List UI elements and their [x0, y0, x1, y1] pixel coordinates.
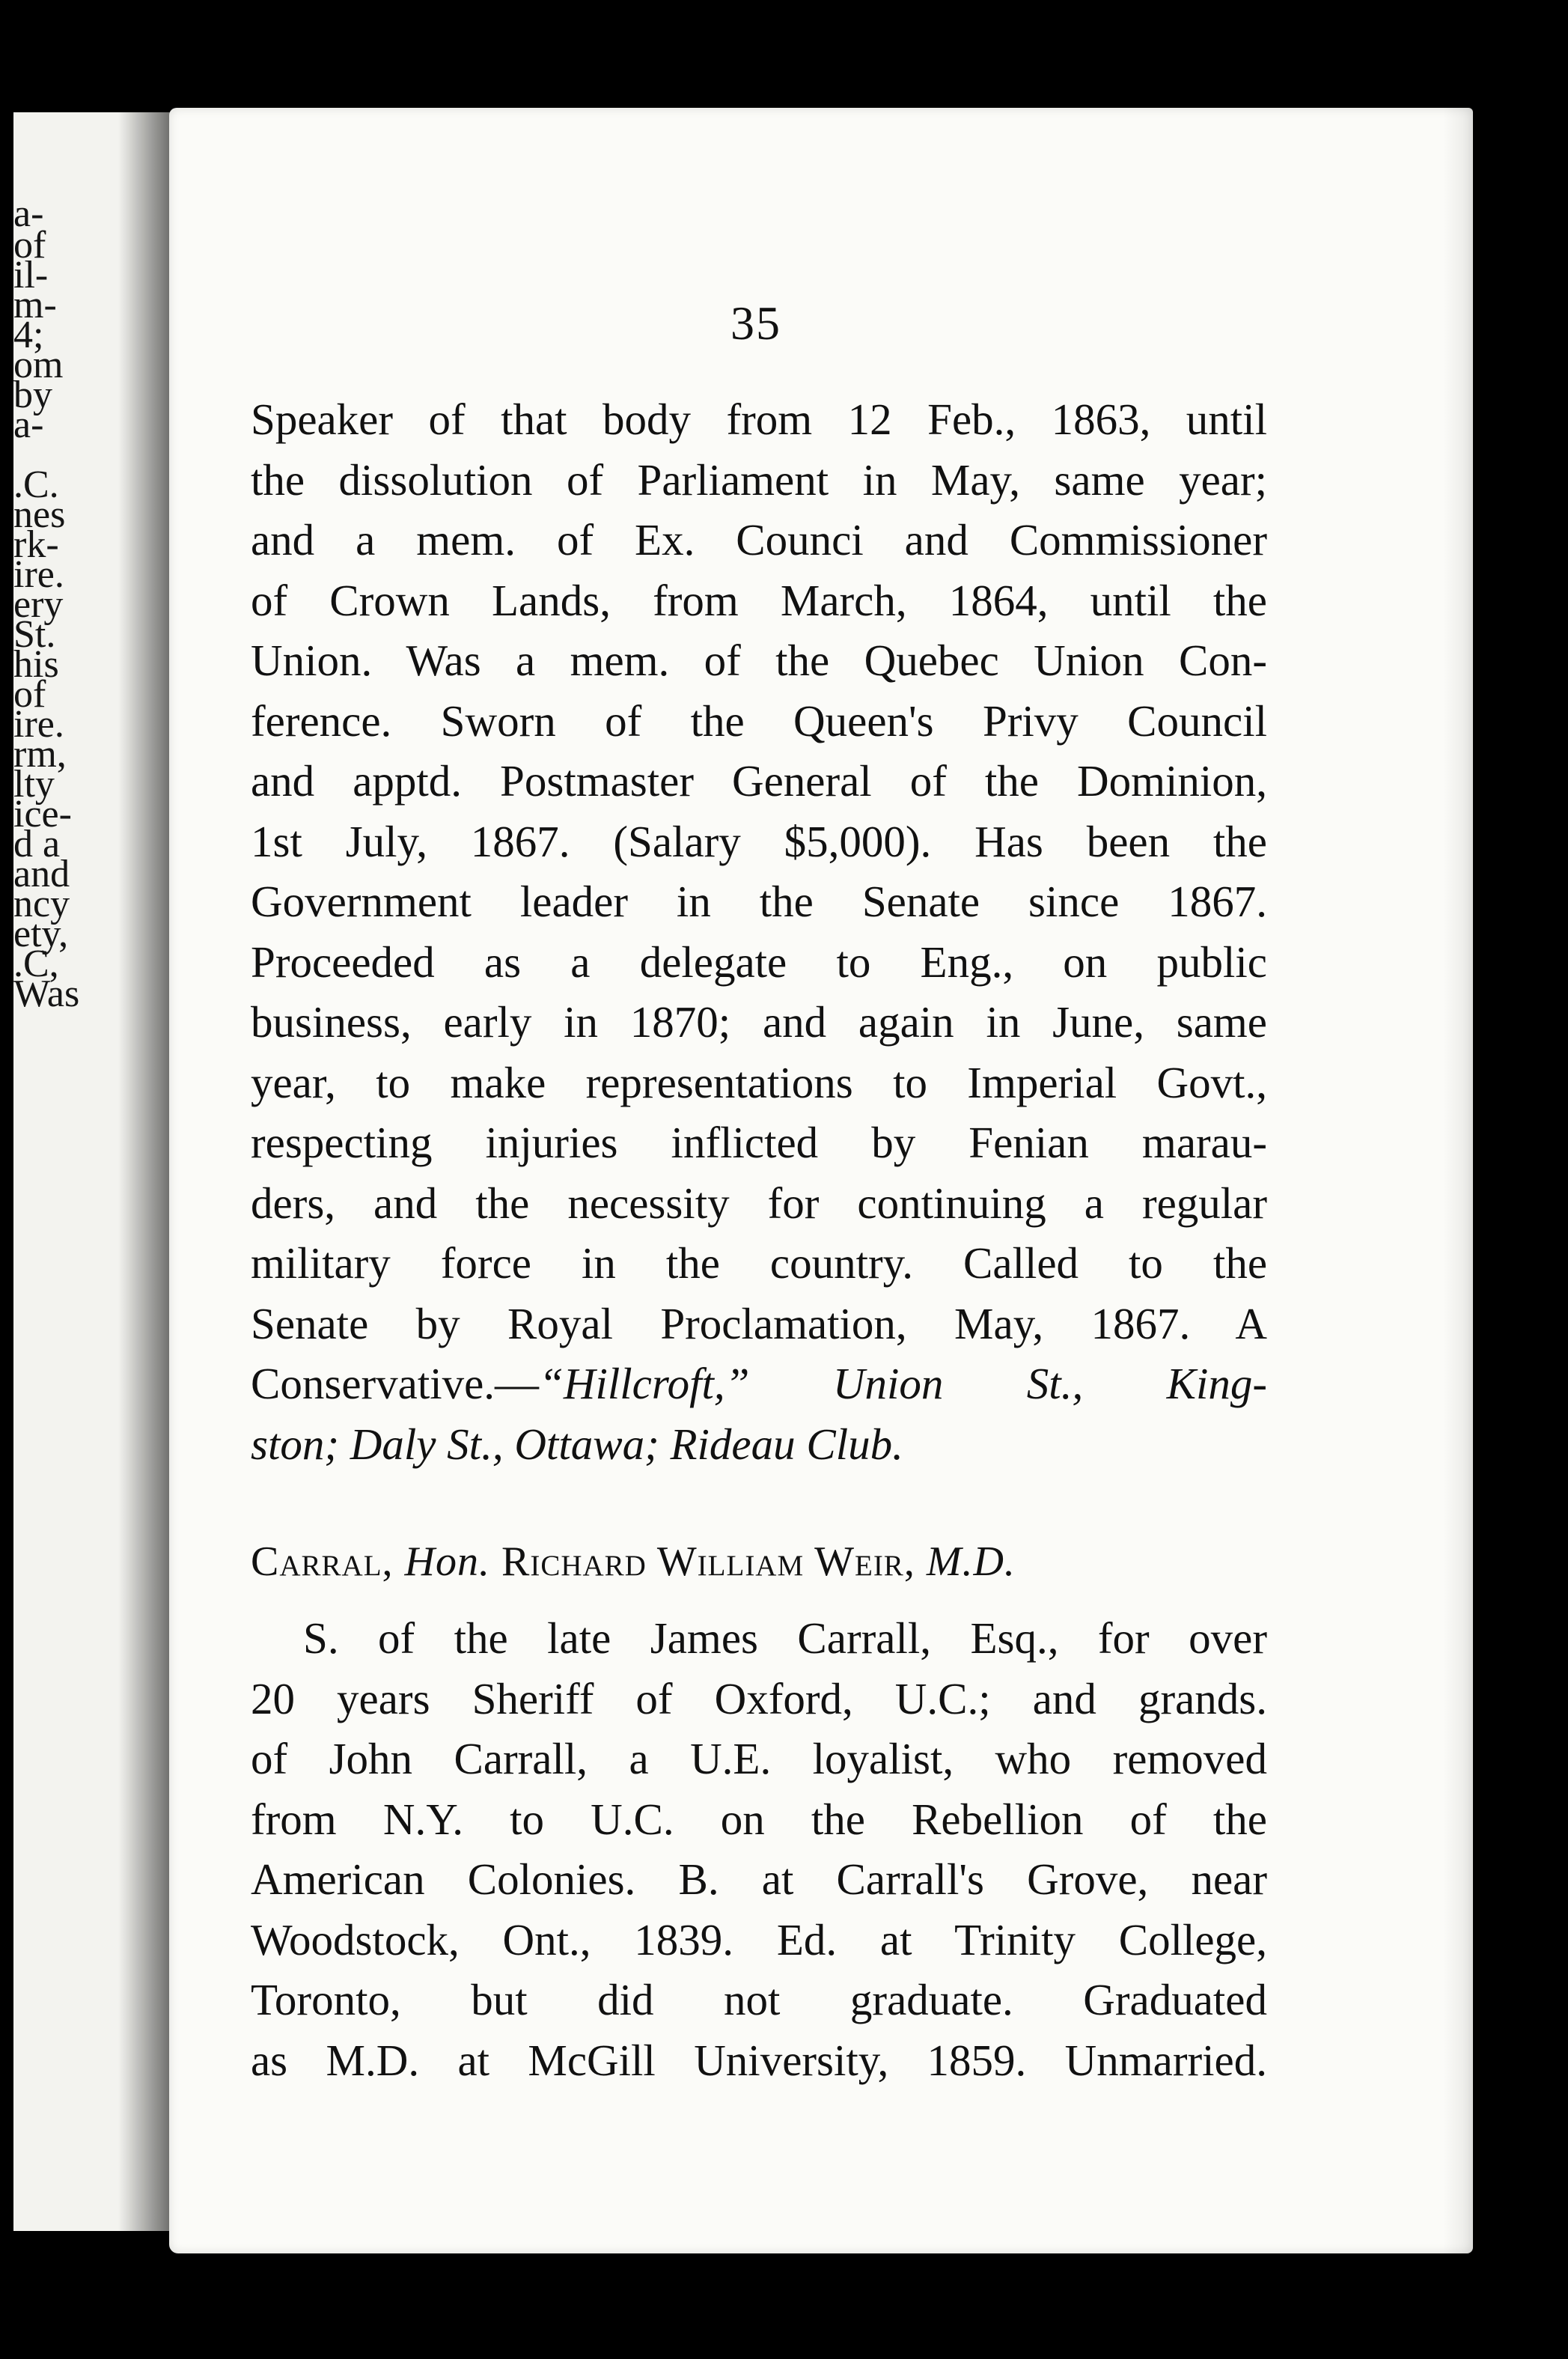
text-line: of Crown Lands, from March, 1864, until the: [251, 575, 1267, 625]
text-address-italic: “Hillcroft,” Union St., King-: [539, 1359, 1267, 1408]
entry-surname: Carral,: [251, 1538, 394, 1585]
text-line: respecting injuries inflicted by Fenian marau-: [251, 1118, 1267, 1167]
facing-page-fragment: St.: [13, 613, 56, 656]
facing-page-fragment: of: [13, 224, 46, 267]
text-line: Proceeded as a delegate to Eng., on public: [251, 937, 1267, 987]
facing-page-fragment: om: [13, 344, 64, 386]
text-line: ders, and the necessity for continuing a regular: [251, 1178, 1267, 1228]
page-gutter-shadow: [118, 112, 177, 2231]
facing-page-fragment: by: [13, 374, 52, 416]
text-line: 1st July, 1867. (Salary $5,000). Has been the: [251, 816, 1267, 866]
facing-page-fragment: a-: [13, 404, 44, 446]
text-address-italic: ston; Daly St., Ottawa; Rideau Club.: [251, 1419, 903, 1469]
page-number: 35: [730, 296, 781, 350]
text-line: of John Carrall, a U.E. loyalist, who removed: [251, 1734, 1267, 1783]
facing-page-fragment: d a: [13, 823, 61, 865]
facing-page-fragment: rk-: [13, 523, 59, 566]
facing-page-fragment: il-: [13, 254, 49, 296]
facing-page-fragment: ery: [13, 583, 64, 626]
facing-page-fragment: ire.: [13, 553, 64, 596]
page-edge-shadow: [1443, 108, 1473, 2253]
text-line: as M.D. at McGill University, 1859. Unmarried.: [251, 2035, 1267, 2085]
text-line: Union. Was a mem. of the Quebec Union Con-: [251, 636, 1267, 685]
facing-page-strip: [13, 112, 177, 2231]
text-line: Speaker of that body from 12 Feb., 1863, until: [251, 395, 1267, 444]
facing-page-fragment: ire.: [13, 703, 64, 746]
text-line: 20 years Sheriff of Oxford, U.C.; and grands.: [251, 1673, 1267, 1723]
facing-page-fragment: nes: [13, 493, 66, 536]
text-line: Government leader in the Senate since 1867.: [251, 877, 1267, 926]
entry-given-names: Richard William Weir,: [501, 1538, 915, 1585]
text-line: the dissolution of Parliament in May, same year;: [251, 454, 1267, 505]
text-line-address: [251, 1354, 1267, 1414]
entry-heading: [251, 1530, 1267, 1593]
text-line: year, to make representations to Imperial Govt.,: [251, 1057, 1267, 1107]
text-line: American Colonies. B. at Carrall's Grove, near: [251, 1854, 1267, 1904]
entry-honorific: Hon.: [404, 1538, 490, 1585]
facing-page-fragment: ncy: [13, 883, 70, 925]
facing-page-fragment: rm,: [13, 733, 67, 776]
text-conservative: Conservative.—: [251, 1359, 540, 1408]
text-line: ference. Sworn of the Queen's Privy Council: [251, 695, 1267, 746]
facing-page-fragment: and: [13, 853, 70, 895]
text-line: and apptd. Postmaster General of the Dominion,: [251, 756, 1267, 806]
facing-page-fragment: m-: [13, 284, 57, 326]
text-line: business, early in 1870; and again in June, same: [251, 997, 1267, 1047]
facing-page-fragment: .C,: [13, 943, 59, 985]
entry-body: [251, 1608, 1267, 2090]
page-body-text: [251, 389, 1267, 2090]
facing-page-fragment: lty: [13, 763, 55, 806]
text-line: from N.Y. to U.C. on the Rebellion of the: [251, 1794, 1267, 1844]
text-line: Senate by Royal Proclamation, May, 1867. A: [251, 1298, 1267, 1348]
facing-page-fragment: ice-: [13, 793, 72, 835]
facing-page-fragment: ety,: [13, 913, 69, 955]
entry-degree: M.D.: [926, 1538, 1016, 1585]
facing-page-fragment: a-: [13, 192, 44, 235]
text-line: Woodstock, Ont., 1839. Ed. at Trinity College,: [251, 1914, 1267, 1964]
text-line: and a mem. of Ex. Counci and Commissioner: [251, 515, 1267, 564]
text-line: military force in the country. Called to the: [251, 1238, 1267, 1288]
text-line: S. of the late James Carrall, Esq., for over: [303, 1613, 1267, 1663]
facing-page-fragment: of: [13, 673, 46, 716]
facing-page-fragment: .C.: [13, 463, 59, 506]
facing-page-fragment: his: [13, 643, 59, 686]
facing-page-fragment: Was: [13, 972, 80, 1015]
text-line: Toronto, but did not graduate. Graduated: [251, 1975, 1267, 2024]
facing-page-fragment: 4;: [13, 314, 44, 356]
text-line-address: [251, 1414, 1267, 1475]
